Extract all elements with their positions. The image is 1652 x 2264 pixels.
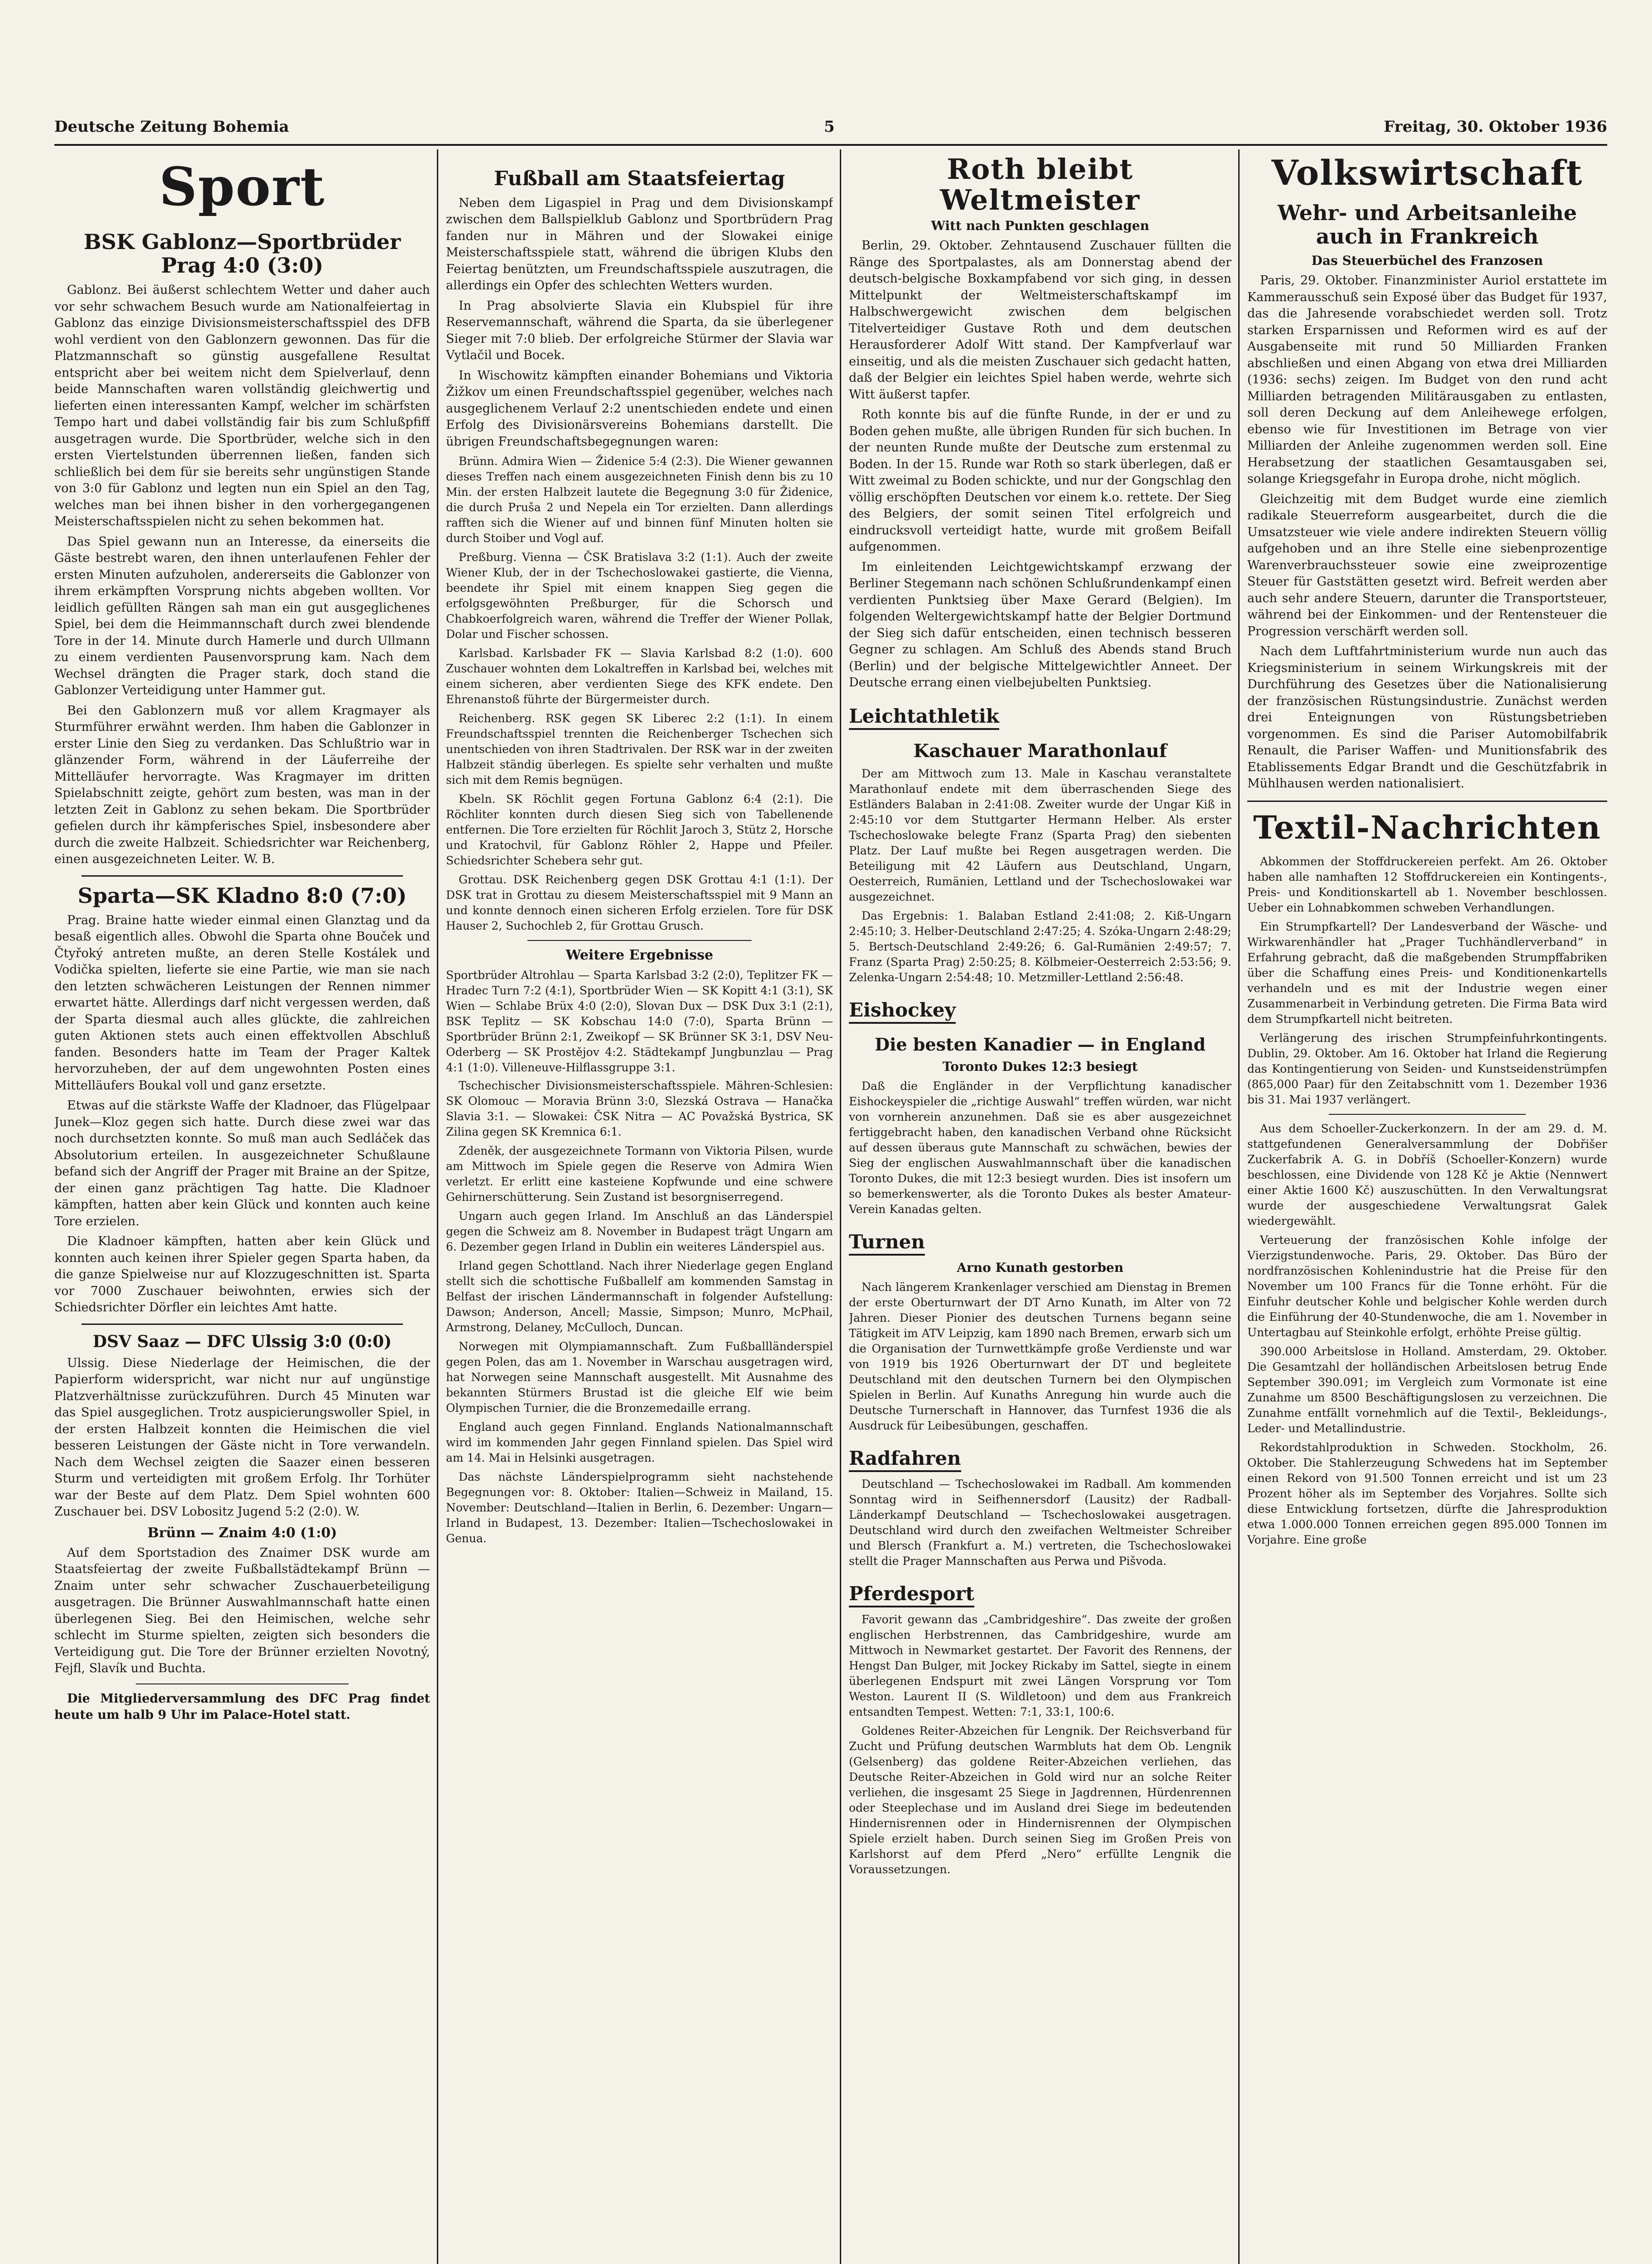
- paragraph: Aus dem Schoeller-Zuckerkonzern. In der am 29. d. M. stattgefundenen Generalversammlung der Dobřišer Zuckerfabrik A. G. in Dobříš (Schoeller-Konzern) wurde beschlossen, eine Dividende von 128 Kč je Aktie (Nennwert einer Aktie 1600 Kč) auszuschütten. In den Verwaltungsrat wurde der ausgeschiedene Verwaltungsrat Galek wiedergewählt.: [1247, 1122, 1607, 1228]
- issue-date: Freitag, 30. Oktober 1936: [1384, 118, 1607, 136]
- paragraph: Bei den Gablonzern muß vor allem Kragmayer als Sturmführer erwähnt werden. Ihm haben die Gablonzer in erster Linie den Sieg zu verdanken. Das Schlußtrio war in glänzender Form, während in der Läuferreihe der Mittelläufer hervorragte. Was Kragmayer im dritten Spielabschnitt zeigte, gehört zum besten, was man in der letzten Zeit in Gablonz zu sehen bekam. Die Sportbrüder gefielen durch ihr kämpferisches Spiel, insbesondere aber durch die zweite Halbzeit. Schiedsrichter war Reichenberg, einen ausgezeichneten Leiter. W. B.: [54, 703, 430, 867]
- divider: [81, 1324, 403, 1325]
- divider: [527, 940, 752, 941]
- radfahren-paragraphs: [849, 1477, 1231, 1569]
- section-leichtathletik: Leichtathletik: [849, 705, 999, 730]
- paragraph: Goldenes Reiter-Abzeichen für Lengnik. Der Reichsverband für Zucht und Prüfung deutschen Warmbluts hat dem Ob. Lengnik (Gelsenberg) das goldene Reiter-Abzeichen verliehen, das Deutsche Reiter-Abzeichen in Gold wird nur an solche Reiter verliehen, die insgesamt 25 Siege in Jagdrennen, Hürdenrennen oder Steeplechase und im Ausland drei Siege im bedeutenden Hindernisrennen oder in Hindernisrennen der Olympischen Spiele erzielt haben. Durch seinen Sieg im Großen Preis von Karlshorst auf dem Pferd „Nero“ erfüllte Lengnik die Voraussetzungen.: [849, 1724, 1231, 1876]
- column-1: [54, 149, 430, 2264]
- divider: [1329, 1114, 1526, 1115]
- volkswirtschaft-title: Volkswirtschaft: [1271, 153, 1583, 193]
- paragraph: Gleichzeitig mit dem Budget wurde eine ziemlich radikale Steuerreform ausgearbeitet, durch die die Umsatzsteuer wie viele andere indirekten Steuern völlig aufgehoben und an ihre Stelle eine siebenprozentige Warenverbrauchssteuer sowie eine zweiprozentige Steuer für Gaststätten gesetzt wird. Befreit werden aber auch sehr andere Steuern, darunter die Transportsteuer, während bei der Einkommen- und der Rentensteuer die Progression verschärft werden soll.: [1247, 492, 1607, 638]
- section-eishockey: Eishockey: [849, 999, 956, 1024]
- paragraph: Das Spiel gewann nun an Interesse, da einerseits die Gäste bestrebt waren, den ihnen unterlaufenen Fehler der ersten Minuten aufzuholen, andererseits die Gablonzer von ihrem erkämpften Vorsprung nichts abgeben wollten. Vor leidlich gefüllten Rängen sah man ein gut ausgeglichenes Spiel, bei dem die Heimmannschaft durch zwei blendende Tore in der 14. Minute durch Hamerle und durch Ullmann zu einem verdienten Pausenvorsprung kam. Nach dem Wechsel drängten die Prager stark, doch stand die Gablonzer Verteidigung unter Hammer gut.: [54, 534, 430, 698]
- paragraph: Abkommen der Stoffdruckereien perfekt. Am 26. Oktober haben alle namhaften 12 Stoffdruckereien ein Kontingents-, Preis- und Konditionskartell ab 1. November beschlossen. Ueber ein Lohnabkommen schweben Verhandlungen.: [1247, 854, 1607, 914]
- section-pferdesport: Pferdesport: [849, 1583, 974, 1607]
- paragraph: Verteuerung der französischen Kohle infolge der Vierzigstundenwoche. Paris, 29. Oktober. Das Büro der nordfranzösischen Kohlenindustrie hat die Preise für den November um 100 Francs für die Tonne erhöht. Für die Einfuhr deutscher Kohle und belgischer Kohle werden durch die Einführung der 40-Stundenwoche, die am 1. November in Untertagbau auf Steinkohle erfolgt, erhöhte Preise gültig.: [1247, 1233, 1607, 1339]
- paragraph: Neben dem Ligaspiel in Prag und dem Divisionskampf zwischen dem Ballspielklub Gablonz und Sportbrüdern Prag fanden nur in Mähren und der Slowakei einige Meisterschaftsspiele statt, während die übrigen Klubs den Feiertag benützten, um Freundschaftsspiele auszutragen, die allerdings ein Opfer des schlechten Wetters wurden.: [446, 196, 833, 293]
- subheadline-roth: Witt nach Punkten geschlagen: [931, 218, 1149, 234]
- paragraph: Ungarn auch gegen Irland. Im Anschluß an das Länderspiel gegen die Schweiz am 8. November in Budapest trägt Ungarn am 6. Dezember gegen Irland in Dublin ein weiteres Länderspiel aus.: [446, 1209, 833, 1254]
- leichtathletik-paragraphs: [849, 766, 1231, 985]
- paragraph: In Wischowitz kämpften einander Bohemians und Viktoria Žižkov um einen Freundschaftsspiel gegenüber, welches nach ausgeglichenem Verlauf 2:2 unentschieden endete und einen Erfolg des Divisionärsvereins Bohemians darstellt. Die übrigen Freundschaftsbegegnungen waren:: [446, 368, 833, 449]
- weitere-title: Weitere Ergebnisse: [565, 947, 713, 964]
- paragraph: Norwegen mit Olympiamannschaft. Zum Fußballländerspiel gegen Polen, das am 1. November in Warschau ausgetragen wird, hat Norwegen seine Mannschaft ausgestellt. Mit Ausnahme des bekannten Stürmers Brustad ist die gleiche Elf wie beim Olympischen Turnier, die die Bronzemedaille errang.: [446, 1340, 833, 1415]
- divider: [81, 875, 403, 877]
- paragraph: Preßburg. Vienna — ČSK Bratislava 3:2 (1:1). Auch der zweite Wiener Klub, der in der Tschechoslowakei gastierte, die Vienna, beendete ihr Spiel mit einem knappen Sieg gegen die erfolgsgewöhnten Preßburger, für die Schorsch und Chabkoerfolgreich waren, während die Treffer der Wiener Pollak, Dolar und Fischer schossen.: [446, 551, 833, 641]
- running-header: [54, 113, 1607, 140]
- paragraph: In Prag absolvierte Slavia ein Klubspiel für ihre Reservemannschaft, während die Sparta, da sie überlegener Sieger mit 7:0 blieb. Der erfolgreiche Stürmer der Slavia war Vytlačil und Bocek.: [446, 298, 833, 363]
- headline-wehranleihe: Wehr- und Arbeitsanleihe auch in Frankreich: [1277, 200, 1577, 249]
- subheadline-toronto: Toronto Dukes 12:3 besiegt: [942, 1059, 1138, 1074]
- paragraph: Das Ergebnis: 1. Balaban Estland 2:41:08; 2. Kiß-Ungarn 2:45:10; 3. Helber-Deutschland 2:47:25; 4. Szóka-Ungarn 2:48:29; 5. Bertsch-Deutschland 2:49:26; 6. Gal-Rumänien 2:49:57; 7. Franz (Sparta Prag) 2:50:25; 8. Kölbmeier-Oesterreich 2:53:56; 9. Zelenka-Ungarn 2:54:48; 10. Metzmiller-Lettland 2:56:48.: [849, 909, 1231, 984]
- paragraph: Reichenberg. RSK gegen SK Liberec 2:2 (1:1). In einem Freundschaftsspiel trennten die Reichenberger Tschechen sich unentschieden von ihren Stadtrivalen. Der RSK war in der zweiten Halbzeit ständig überlegen. Es spielte sehr verhalten und mußte sich mit dem Remis begnügen.: [446, 712, 833, 787]
- paragraph: Auf dem Sportstadion des Znaimer DSK wurde am Staatsfeiertag der zweite Fußballstädtekampf Brünn — Znaim unter sehr schwacher Zuschauerbeteiligung ausgetragen. Die Brünner Auswahlmannschaft hatte einen überlegenen Sieg. Bei den Heimischen, welche sehr schlecht im Sturme spielten, zeigten sich besonders die Verteidigung gut. Die Tore der Brünner erzielten Novotný, Fejfl, Slavík und Buchta.: [54, 1545, 430, 1676]
- headline-sparta-kladno: Sparta—SK Kladno 8:0 (7:0): [77, 883, 407, 908]
- paragraph: England auch gegen Finnland. Englands Nationalmannschaft wird im kommenden Jahr gegen Finnland spielen. Das Spiel wird am 14. Mai in Helsinki ausgetragen.: [446, 1420, 833, 1465]
- headline-kunath: Arno Kunath gestorben: [957, 1260, 1124, 1275]
- headline-saaz-ulssig: DSV Saaz — DFC Ulssig 3:0 (0:0): [92, 1332, 392, 1351]
- textil-title: Textil-Nachrichten: [1253, 808, 1601, 846]
- section-radfahren: Radfahren: [849, 1447, 961, 1472]
- section-turnen: Turnen: [849, 1231, 925, 1256]
- column-3: [849, 149, 1231, 2264]
- headline-kanadier: Die besten Kanadier — in England: [875, 1034, 1206, 1055]
- turnen-paragraphs: [849, 1280, 1231, 1434]
- paragraph: Der am Mittwoch zum 13. Male in Kaschau veranstaltete Marathonlauf endete mit dem überraschenden Siege des Estländers Balaban in 2:41:08. Zweiter wurde der Ungar Kiß in 2:45:10 vor dem Stuttgarter Hermann Helber. Als erster Tschechoslowake belegte Franz (Sparta Prag) den siebenten Platz. Der Lauf mußte bei Regen ausgetragen werden. Die Beteiligung mit 42 Läufern aus Deutschland, Ungarn, Oesterreich, Rumänien, Lettland und der Tschechoslowakei war ausgezeichnet.: [849, 767, 1231, 903]
- header-rule: [54, 144, 1607, 146]
- paragraph: Im einleitenden Leichtgewichtskampf erzwang der Berliner Stegemann nach schönen Schlußrundenkampf einen verdienten Punktsieg über Maxe Gerard (Belgien). Im folgenden Weltergewichtskampf hatte der Belgier Dortmund der Sieg sich dafür entscheiden, einen technisch besseren Gegner zu schlagen. Am Schluß des Abends stand Bruch (Berlin) und der belgische Mittelgewichtler Anneet. Der Deutsche errang einen vielbejubelten Punktsieg.: [849, 560, 1231, 690]
- paragraph: Prag. Braine hatte wieder einmal einen Glanztag und da besaß eigentlich alles. Obwohl die Sparta ohne Bouček und Čtyřoký antreten mußte, an deren Stelle Kostálek und Vodička spielten, lieferte sie eine Partie, wie man sie nach den letzten schwächeren Leistungen der Rennen nimmer erwartet hätte. Allerdings darf nicht vergessen werden, daß der Sparta diesmal auch alles glückte, die zahlreichen guten Aktionen stets auch einen effektvollen Abschluß fanden. Besonders hatte im Team der Prager Kaltek hervorzuheben, der auf dem ungewohnten Posten eines Mittelläufers Boukal voll und ganz ersetzte.: [54, 913, 430, 1093]
- paragraph: Roth konnte bis auf die fünfte Runde, in der er und zu Boden gehen mußte, alle übrigen Runden für sich buchen. In der neunten Runde mußte der Deutsche zum erstenmal zu Boden. In der 15. Runde war Roth so stark überlegen, daß er Witt zweimal zu Boden schickte, und nur der Gongschlag den völlig erschöpften Deutschen vor einem k.o. rettete. Der Sieg des Belgiers, der somit seinen Titel erfolgreich und eindrucksvoll verteidigt hatte, wurde mit großem Beifall aufgenommen.: [849, 408, 1231, 554]
- column-4: [1247, 149, 1607, 2264]
- paragraph: Daß die Engländer in der Verpflichtung kanadischer Eishockeyspieler die „richtige Auswahl“ treffen würden, war nicht von vornherein anzunehmen. Daß sie es aber ausgezeichnet fertiggebracht haben, den kanadischen Verband ohne Rücksicht auf dessen überaus gute Mannschaft zu schwächen, bewies der Sieg der englischen Auswahlmannschaft über die kanadischen Toronto Dukes, die mit 12:3 besiegt wurden. Dies ist insofern um so bemerkenswerter, als die Toronto Dukes als bester Amateur-Verein Kanadas gelten.: [849, 1079, 1231, 1216]
- paragraph: Irland gegen Schottland. Nach ihrer Niederlage gegen England stellt sich die schottische Fußballelf am kommenden Samstag in Belfast der irischen Ländermannschaft in folgender Aufstellung: Dawson; Anderson, Ancell; Massie, Simpson; Munro, McPhail, Armstrong, Delaney, McCulloch, Duncan.: [446, 1259, 833, 1334]
- paragraph: Zdeněk, der ausgezeichnete Tormann von Viktoria Pilsen, wurde am Mittwoch im Spiele gegen die Reserve von Admira Wien verletzt. Er erlitt eine kasteiene Kopfwunde und eine schwere Gehirnerschütterung. Sein Zustand ist besorgniserregend.: [446, 1144, 833, 1204]
- column-rule-3: [1238, 149, 1240, 2264]
- paragraph: Grottau. DSK Reichenberg gegen DSK Grottau 4:1 (1:1). Der DSK trat in Grottau zu diesem Meisterschaftsspiel mit 9 Mann an und konnte dennoch einen sicheren Erfolg erzielen. Tore für DSK Hauser 2, Suchochleb 2, für Grottau Grusch.: [446, 873, 833, 933]
- paragraph: Verlängerung des irischen Strumpfeinfuhrkontingents. Dublin, 29. Oktober. Am 16. Oktober hat Irland die Regierung das Kontingentierung von Seiden- und Kunstseidenstrümpfen (865,000 Paar) für den Zeitabschnitt vom 1. Dezember 1936 bis 31. Mai 1937 verlängert.: [1247, 1031, 1607, 1106]
- headline-bruenn-znaim: Brünn — Znaim 4:0 (1:0): [147, 1525, 337, 1541]
- headline-fussball: Fußball am Staatsfeiertag: [494, 167, 785, 190]
- fussball-paragraphs: [446, 195, 833, 451]
- paragraph: Favorit gewann das „Cambridgeshire“. Das zweite der großen englischen Herbstrennen, das Cambridgeshire, wurde am Mittwoch in Newmarket gestartet. Der Favorit des Rennens, der Hengst Dan Bulger, mit Jockey Rickaby im Sattel, siegte in einem überlegenen Endspurt mit zwei Längen Vorsprung vor Tom Weston. Laurent II (S. Wildletoon) und dem aus Frankreich entsandten Tempest. Wetten: 7:1, 33:1, 100:6.: [849, 1612, 1231, 1718]
- paragraph: Berlin, 29. Oktober. Zehntausend Zuschauer füllten die Ränge des Sportpalastes, als am Donnerstag abend der deutsch-belgische Boxkampfabend vor sich ging, in dessen Mittelpunkt der Weltmeisterschaftskampf im Halbschwergewicht zwischen dem belgischen Titelverteidiger Gustave Roth und dem deutschen Herausforderer Adolf Witt stand. Der Kampfverlauf war einseitig, und als die meisten Zuschauer sich gedacht hatten, daß der Belgier ein leichtes Spiel haben werde, wehrte sich Witt äußerst tapfer.: [849, 239, 1231, 402]
- pferdesport-paragraphs: [849, 1612, 1231, 1877]
- paragraph: Paris, 29. Oktober. Finanzminister Auriol erstattete im Kammerausschuß sein Exposé über das Budget für 1937, das die Jahresende vorabschiedet werden soll. Trotz starken Ersparnissen und Reformen wird es auf der Ausgabenseite mit rund 50 Milliarden Franken abschließen und einen Abgang von etwa drei Milliarden (1936: sechs) zeigen. Im Budget von den rund acht Milliarden betragenden Militärausgaben zu entlasten, soll deren Deckung auf dem Anleihewege erfolgen, ebenso wie für Investitionen im Betrage von vier Milliarden der Anleihe zugenommen werden soll. Eine Herabsetzung der staatlichen Gesamtausgaben sei, solange Kriegsgefahr in Europa drohe, nicht möglich.: [1247, 273, 1607, 486]
- column-2: [446, 149, 833, 2264]
- column-rule-2: [840, 149, 841, 2264]
- paragraph: Das nächste Länderspielprogramm sieht nachstehende Begegnungen vor: 8. Oktober: Italien—Schweiz in Mailand, 15. November: Deutschland—Italien in Berlin, 6. Dezember: Ungarn—Irland in Budapest, 13. Dezember: Italien—Tschechoslowakei in Genua.: [446, 1470, 833, 1545]
- paragraph: Kbeln. SK Röchlit gegen Fortuna Gablonz 6:4 (2:1). Die Röchliter konnten durch diesen Sieg sich von Tabellenende entfernen. Die Tore erzielten für Röchlit Jaroch 3, Stütz 2, Horsche und Kratochvil, für Gablonz Röhler 2, Happe und Pfeiler. Schiedsrichter Schebera sehr gut.: [446, 792, 833, 868]
- textil-paragraphs-2: [1247, 1121, 1607, 1548]
- notice-paragraph: Die Mitgliederversammlung des DFC Prag findet heute um halb 9 Uhr im Palace-Hotel statt.: [54, 1691, 430, 1722]
- paragraph: Deutschland — Tschechoslowakei im Radball. Am kommenden Sonntag wird in Seifhennersdorf (Lausitz) der Radball-Länderkampf Deutschland — Tschechoslowakei ausgetragen. Deutschland wird durch den zweifachen Weltmeister Schreiber und Blersch (Frankfurt a. M.) vertreten, die Tschechoslowakei stellt die Prager Mannschaften aus Perwa und Pišvoda.: [849, 1477, 1231, 1568]
- paragraph: Nach längerem Krankenlager verschied am Dienstag in Bremen der erste Oberturnwart der DT Arno Kunath, im Alter von 72 Jahren. Dieser Pionier des deutschen Turnens begann seine Tätigkeit im ATV Leipzig, kam 1890 nach Bremen, erwarb sich um die Organisation der Turnwettkämpfe große Verdienste und war von 1919 bis 1926 Oberturnwart der DT und begleitete Deutschland mit den deutschen Turnern bei den Olympischen Spielen in Berlin. Auf Kunaths Anregung hin wurde auch die Deutsche Turnerschaft in Hannover, das Turnfest 1936 die als Ausdruck für Leibesübungen, geschaffen.: [849, 1280, 1231, 1432]
- paragraph: Nach dem Luftfahrtministerium wurde nun auch das Kriegsministerium in seinem Wirkungskreis mit der Durchführung des Gesetzes über die Nationalisierung der französischen Rüstungsindustrie. Zunächst werden drei Enteignungen von Rüstungsbetrieben vorgenommen. Es sind die Pariser Automobilfabrik Renault, die Pariser Waffen- und Munitionsfabrik des Etablissements Edgar Brandt und die Geschützfabrik in Mühlhausen werden nationalisiert.: [1247, 644, 1607, 791]
- paragraph: Gablonz. Bei äußerst schlechtem Wetter und daher auch vor sehr schwachem Besuch wurde am Nationalfeiertag in Gablonz das einzige Divisionsmeisterschaftsspiel des DFB wohl verdient von den Gablonzern gewonnen. Das für die Platzmannschaft so günstig ausgefallene Resultat entspricht aber bei weitem nicht dem Spielverlauf, denn beide Mannschaften waren vollständig gleichwertig und lieferten einen interessanten Kampf, welcher im schärfsten Tempo hart und dabei vollständig fair bis zum Schlußpfiff ausgetragen wurde. Die Sportbrüder, welche sich in den ersten Viertelstunden überrennen ließen, fanden sich schließlich bei dem für sie bereits sehr ungünstigen Stande von 3:0 für Gablonz und legten nun ein Spiel an den Tag, welches man bei ihnen bisher in den vorhergegangenen Meisterschaftsspielen nicht zu sehen bekommen hat.: [54, 283, 430, 529]
- headline-bsk-gablonz: BSK Gablonz—Sportbrüder Prag 4:0 (3:0): [83, 229, 401, 278]
- paragraph: Ein Strumpfkartell? Der Landesverband der Wäsche- und Wirkwarenhändler hat „Prager Tuchhändlerverband“ in Erfahrung gebracht, daß die maßgebenden Strumpffabriken über die Schaffung eines Preis- und Konditionenkartells verhandeln und es mit der Industrie wegen einer Zusammenarbeit in Verbindung getreten. Die Firma Bata wird dem Strumpfkartell nicht beitreten.: [1247, 920, 1607, 1026]
- paragraph: Brünn. Admira Wien — Židenice 5:4 (2:3). Die Wiener gewannen dieses Treffen nach einem ausgezeichneten Finish denn bis zu 10 Min. der ersten Halbzeit lautete die Begegnung 3:0 für Židenice, die durch Pruša 2 und Nepela ein Tor erzielten. Dann allerdings rafften sich die Wiener auf und binnen fünf Minuten holten sie durch Stoiber und Vogl auf.: [446, 455, 833, 545]
- paragraph: Die Kladnoer kämpften, hatten aber kein Glück und konnten auch keinen ihrer Spieler gegen Sparta haben, da die ganze Spielweise nur auf Klozzugeschnitten ist. Sparta vor 7000 Zuschauer beiwohnten, erwies sich der Schiedsrichter Dörfler ein leichtes Amt hatte.: [54, 1234, 430, 1315]
- eishockey-paragraphs: [849, 1079, 1231, 1217]
- weitere-results: Sportbrüder Altrohlau — Sparta Karlsbad 3:2 (2:0), Teplitzer FK — Hradec Turn 7:2 (4:1), Sportbrüder Wien — SK Kopitt 4:1 (3:1), SK Wien — Schlabe Brüx 4:0 (2:0), Slovan Dux — DSK Dux 3:1 (2:1), BSK Teplitz — SK Kobschau 14:0 (7:0), Sparta Brünn — Sportbrüder Brünn 2:1, Zweikopf — SK Brünner SK 3:1, DSV Neu-Oderberg — SK Prostějov 4:2. Städtekampf Jungbunzlau — Prag 4:1 (1:0). Villeneuve-Hilflassgruppe 3:1.: [446, 969, 833, 1074]
- page-number: 5: [824, 118, 835, 136]
- paragraph: Ulssig. Diese Niederlage der Heimischen, die der Papierform widerspricht, war nicht nur auf ungünstige Platzverhältnisse zurückzuführen. Durch 45 Minuten war das Spiel ausgeglichen. Trotz auspicierungswoller Spiel, in der ersten Halbzeit konnten die Heimischen die viel besseren Leistungen der Gäste nicht in Tore verwandeln. Nach dem Wechsel zeigten die Saazer einen besseren Sturm und verteidigten mit großem Erfolg. Ihr Torhüter war der Beste auf dem Platz. Dem Spiel wohnten 600 Zuschauer bei. DSV Lobositz Jugend 5:2 (2:0). W.: [54, 1356, 430, 1519]
- volkswirtschaft-paragraphs: [1247, 273, 1607, 792]
- boxing-paragraphs: [849, 238, 1231, 691]
- paragraph: Rekordstahlproduktion in Schweden. Stockholm, 26. Oktober. Die Stahlerzeugung Schwedens hat im September einen Rekord von 91.500 Tonnen erreicht und ist um 23 Prozent höher als im September des Vorjahres. Sollte sich diese Entwicklung fortsetzen, dürfte die Jahresproduktion etwa 1.000.000 Tonnen erreichen gegen 895.000 Tonnen im Vorjahre. Eine große: [1247, 1440, 1607, 1546]
- paragraph: Karlsbad. Karlsbader FK — Slavia Karlsbad 8:2 (1:0). 600 Zuschauer wohnten dem Lokaltreffen in Karlsbad bei, welches mit einem sicheren, aber verdienten Siege des KFK endete. Den Ehrenanstoß führte der Bürgermeister durch.: [446, 647, 833, 706]
- column-rule-1: [437, 149, 438, 2264]
- fussball-results: [446, 454, 833, 934]
- textil-paragraphs: [1247, 854, 1607, 1108]
- headline-marathon: Kaschauer Marathonlauf: [913, 740, 1167, 762]
- fussball-paragraphs-2: [446, 1078, 833, 1546]
- subheadline-steuer: Das Steuerbüchel des Franzosen: [1311, 253, 1543, 269]
- paragraph: Tschechischer Divisionsmeisterschaftsspiele. Mähren-Schlesien: SK Olomouc — Moravia Brünn 3:0, Slezská Ostrava — Hanačka Slavia 3:1. — Slowakei: ČSK Nitra — AC Považská Bystrica, SK Zilina gegen SK Kremnica 6:1.: [446, 1079, 833, 1139]
- paragraph: 390.000 Arbeitslose in Holland. Amsterdam, 29. Oktober. Die Gesamtzahl der holländischen Arbeitslosen betrug Ende September 390.091; im Vergleich zum Vormonate ist eine Zunahme um 8500 Beschäftigungslosen zu verzeichnen. Die Zunahme entfällt vornehmlich auf die Textil-, Bekleidungs-, Leder- und Metallindustrie.: [1247, 1344, 1607, 1435]
- paragraph: Etwas auf die stärkste Waffe der Kladnoer, das Flügelpaar Junek—Kloz gegen sich hatte. Durch diese zwei war das noch durchsetzten konnte. So muß man auch Sedláček das Absolutorium erteilen. In ausgezeichneter Schußlaune befand sich der Angriff der Prager mit Braine an der Spitze, der einen ganz prächtigen Tag hatte. Die Kladnoer kämpften, hatten aber kein Glück und konnten auch keine Tore erzielen.: [54, 1098, 430, 1228]
- divider: [1247, 801, 1607, 802]
- paper-name: Deutsche Zeitung Bohemia: [54, 118, 289, 136]
- sport-title: Sport: [159, 156, 326, 218]
- headline-roth: Roth bleibt Weltmeister: [940, 153, 1140, 217]
